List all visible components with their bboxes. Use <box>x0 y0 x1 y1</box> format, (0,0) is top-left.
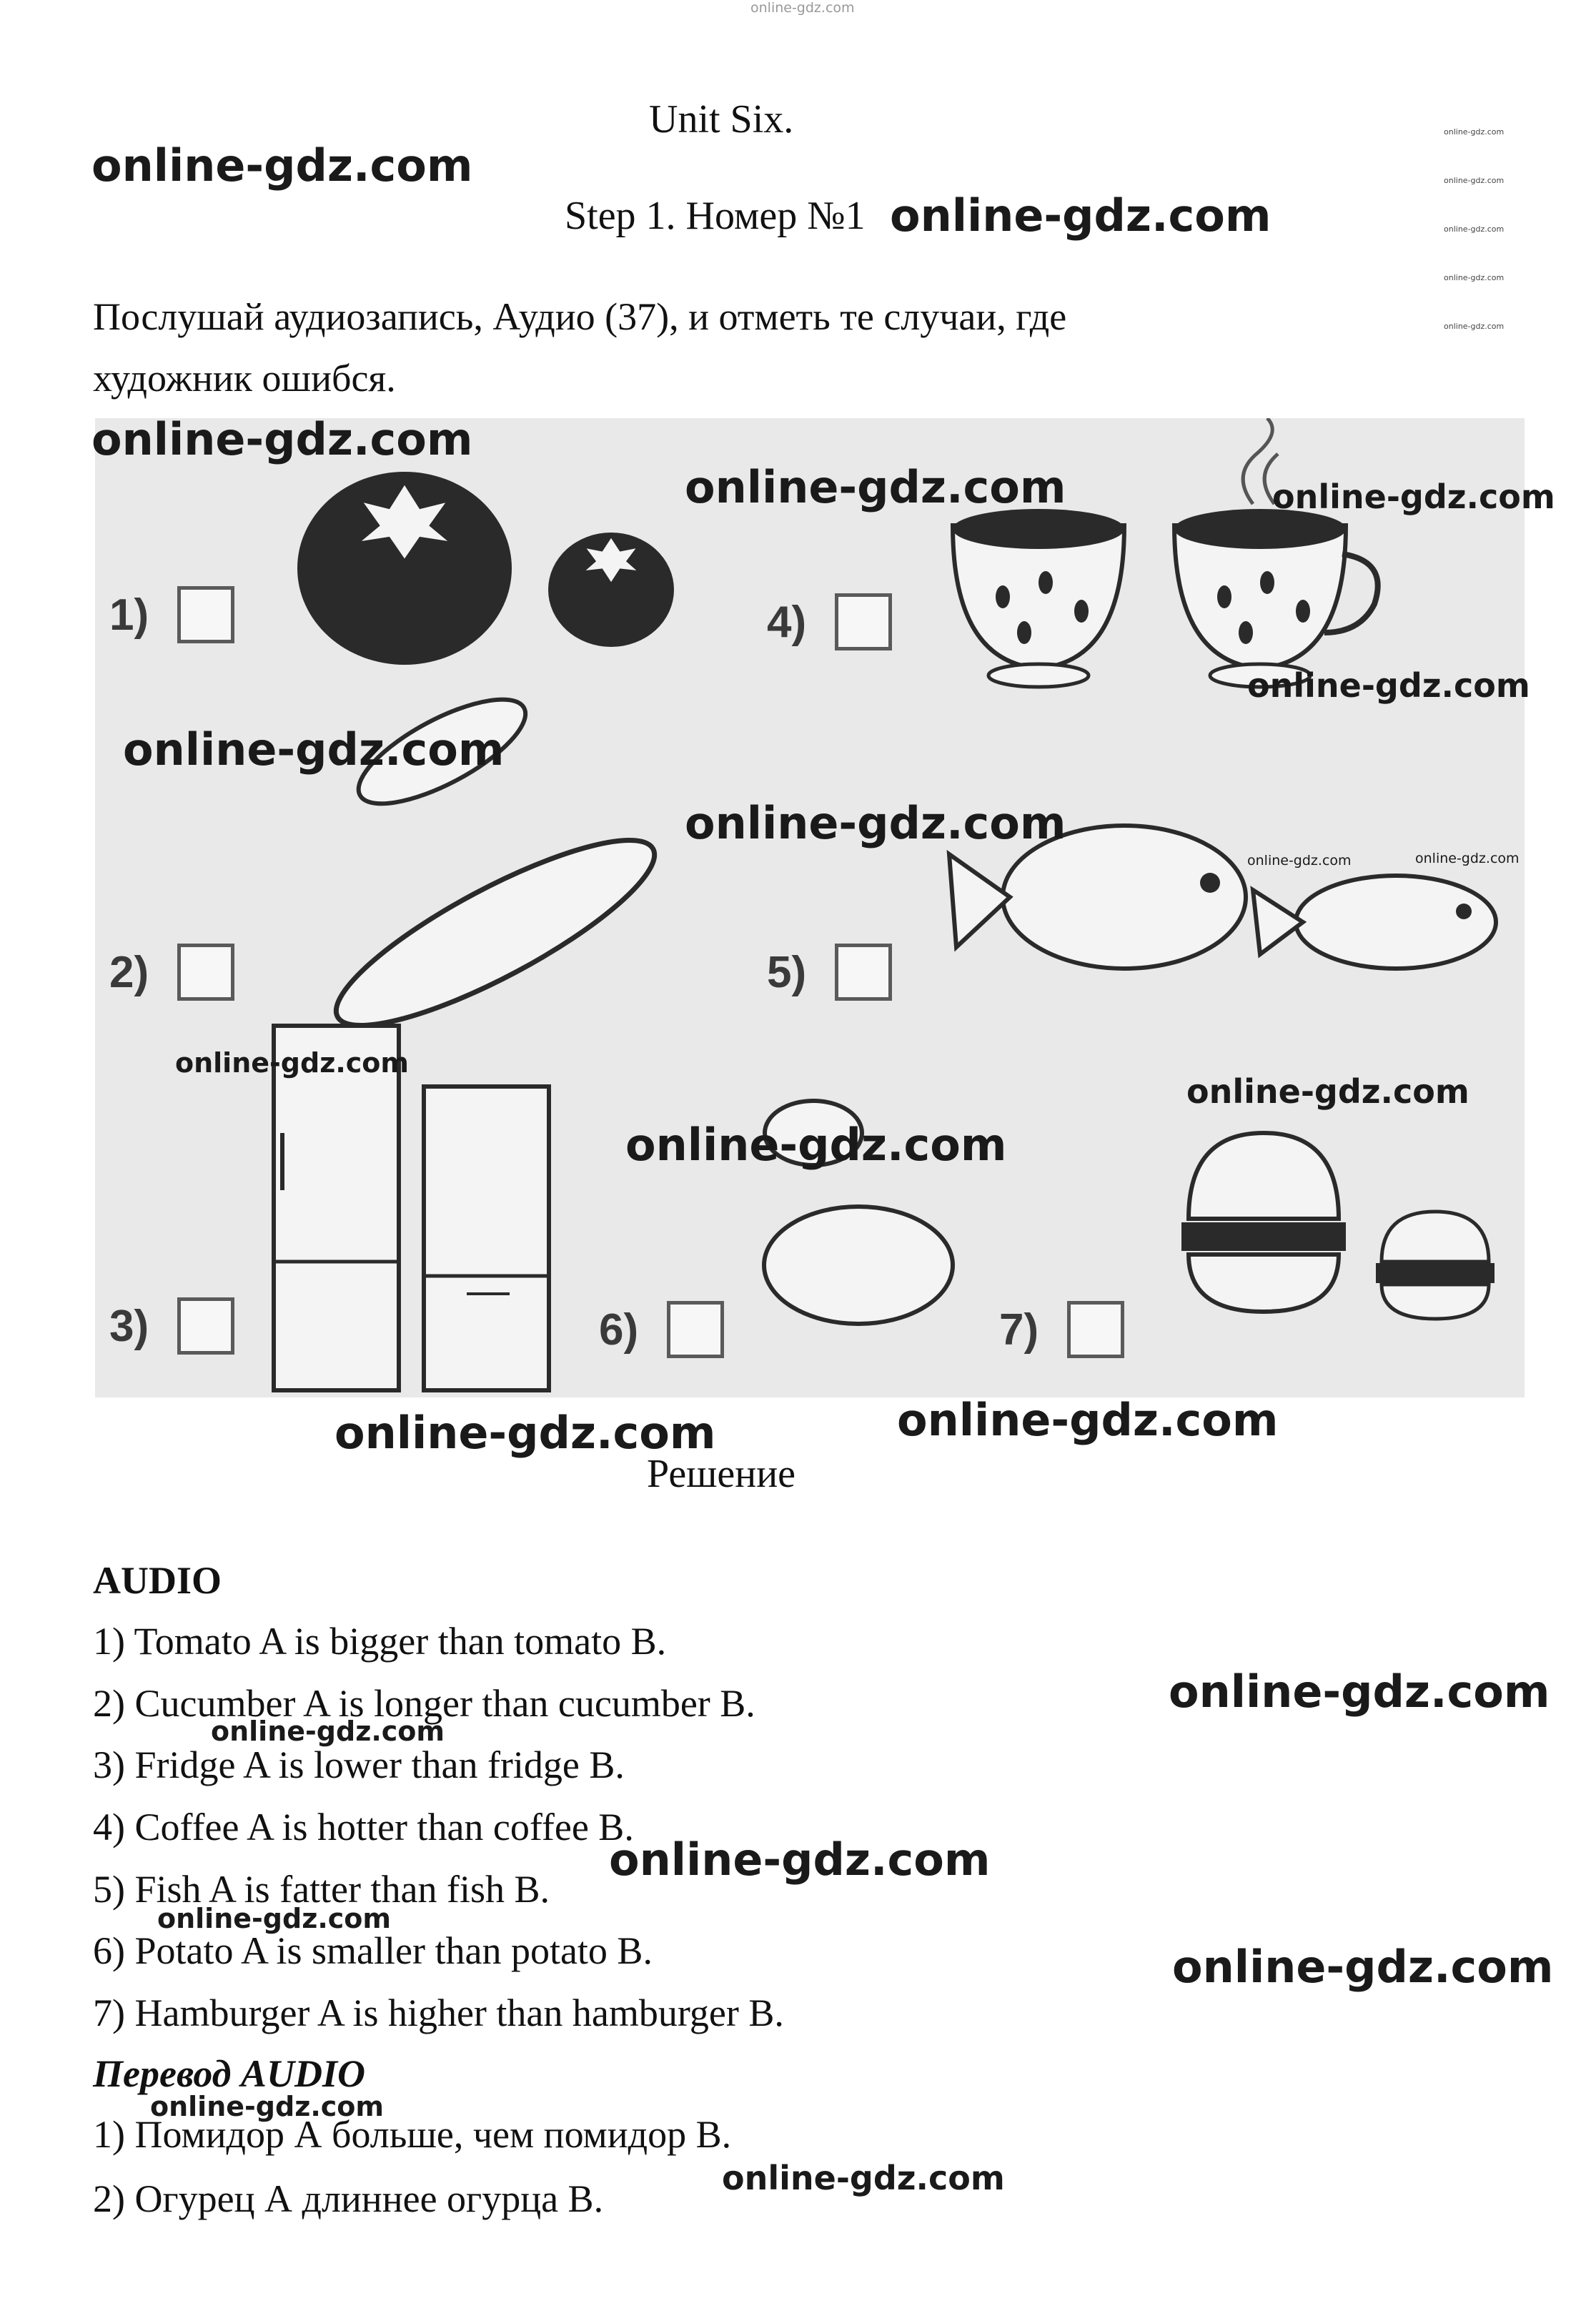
watermark: online-gdz.com <box>897 1394 1279 1446</box>
page-title: Unit Six. <box>649 97 794 142</box>
watermark: online-gdz.com <box>1169 1666 1550 1718</box>
audio-line-7: 7) Hamburger A is higher than hamburger B. <box>93 1991 784 2034</box>
coffee-cup-b-icon <box>1174 418 1378 687</box>
item-checkbox-7[interactable] <box>1067 1301 1124 1358</box>
watermark: online-gdz.com <box>890 189 1272 242</box>
item-number-2: 2) <box>109 948 149 997</box>
watermark: online-gdz.com <box>157 1903 391 1934</box>
translation-line-1: 1) Помидор А больше, чем помидор В. <box>93 2113 732 2156</box>
tomato-b-icon <box>548 533 674 647</box>
item-number-4: 4) <box>767 598 807 647</box>
solution-label: Решение <box>647 1452 796 1496</box>
watermark: online-gdz.com <box>609 1833 991 1886</box>
audio-line-6: 6) Potato A is smaller than potato B. <box>93 1929 653 1972</box>
watermark: online-gdz.com <box>150 2091 384 2122</box>
watermark: online-gdz.com <box>175 1047 409 1079</box>
tomato-a-icon <box>297 472 512 665</box>
watermark: online-gdz.com <box>1444 176 1505 185</box>
watermark: online-gdz.com <box>1415 851 1520 866</box>
watermark: online-gdz.com <box>211 1716 445 1747</box>
watermark: online-gdz.com <box>1444 322 1505 331</box>
item-checkbox-1[interactable] <box>177 586 234 643</box>
audio-line-1: 1) Tomato A is bigger than tomato B. <box>93 1620 667 1663</box>
item-number-1: 1) <box>109 590 149 640</box>
translation-line-2: 2) Огурец А длиннее огурца В. <box>93 2177 604 2220</box>
watermark: online-gdz.com <box>685 797 1066 849</box>
audio-line-2: 2) Cucumber A is longer than cucumber B. <box>93 1682 755 1725</box>
watermark: online-gdz.com <box>334 1407 716 1459</box>
fridge-a-icon <box>274 1026 399 1390</box>
item-checkbox-3[interactable] <box>177 1297 234 1355</box>
watermark: online-gdz.com <box>685 461 1066 513</box>
watermark: online-gdz.com <box>625 1119 1007 1171</box>
coffee-cup-a-icon <box>953 509 1124 687</box>
watermark: online-gdz.com <box>1444 127 1505 137</box>
fridge-b-icon <box>424 1087 549 1390</box>
hamburger-b-icon <box>1376 1212 1495 1319</box>
hamburger-a-icon <box>1181 1133 1346 1312</box>
watermark: online-gdz.com <box>722 2159 1005 2197</box>
item-checkbox-5[interactable] <box>835 944 892 1001</box>
item-number-7: 7) <box>999 1305 1039 1355</box>
audio-line-3: 3) Fridge A is lower than fridge B. <box>93 1743 625 1786</box>
watermark: online-gdz.com <box>1172 1941 1554 1993</box>
task-instructions <box>93 286 1451 409</box>
item-checkbox-6[interactable] <box>667 1301 724 1358</box>
exercise-illustration <box>95 418 1525 1397</box>
audio-line-4: 4) Coffee A is hotter than coffee B. <box>93 1806 634 1849</box>
page-subtitle: Step 1. Номер №1 <box>565 194 866 238</box>
potato-b-icon <box>764 1207 953 1324</box>
item-checkbox-4[interactable] <box>835 593 892 650</box>
watermark: online-gdz.com <box>1247 666 1530 705</box>
watermark: online-gdz.com <box>1272 477 1555 516</box>
watermark: online-gdz.com <box>1444 273 1505 282</box>
item-number-3: 3) <box>109 1302 149 1351</box>
watermark: online-gdz.com <box>1444 224 1505 234</box>
audio-heading: AUDIO <box>93 1559 222 1602</box>
task-line-2: художник ошибся. <box>93 357 396 400</box>
cucumber-b-icon <box>317 810 674 1056</box>
watermark: online-gdz.com <box>1247 853 1352 868</box>
task-line-1: Послушай аудиозапись, Аудио (37), и отметь те случаи, где <box>93 295 1067 338</box>
watermark: online-gdz.com <box>123 723 505 776</box>
item-number-6: 6) <box>599 1305 639 1355</box>
watermark: online-gdz.com <box>1186 1072 1469 1111</box>
top-watermark: online-gdz.com <box>750 0 855 16</box>
item-checkbox-2[interactable] <box>177 944 234 1001</box>
exercise-figure <box>95 418 1525 1397</box>
translation-heading: Перевод AUDIO <box>93 2052 365 2095</box>
watermark: online-gdz.com <box>91 139 473 192</box>
fish-b-icon <box>1253 876 1496 969</box>
audio-line-5: 5) Fish A is fatter than fish B. <box>93 1868 550 1911</box>
watermark: online-gdz.com <box>91 413 473 465</box>
item-number-5: 5) <box>767 948 807 997</box>
